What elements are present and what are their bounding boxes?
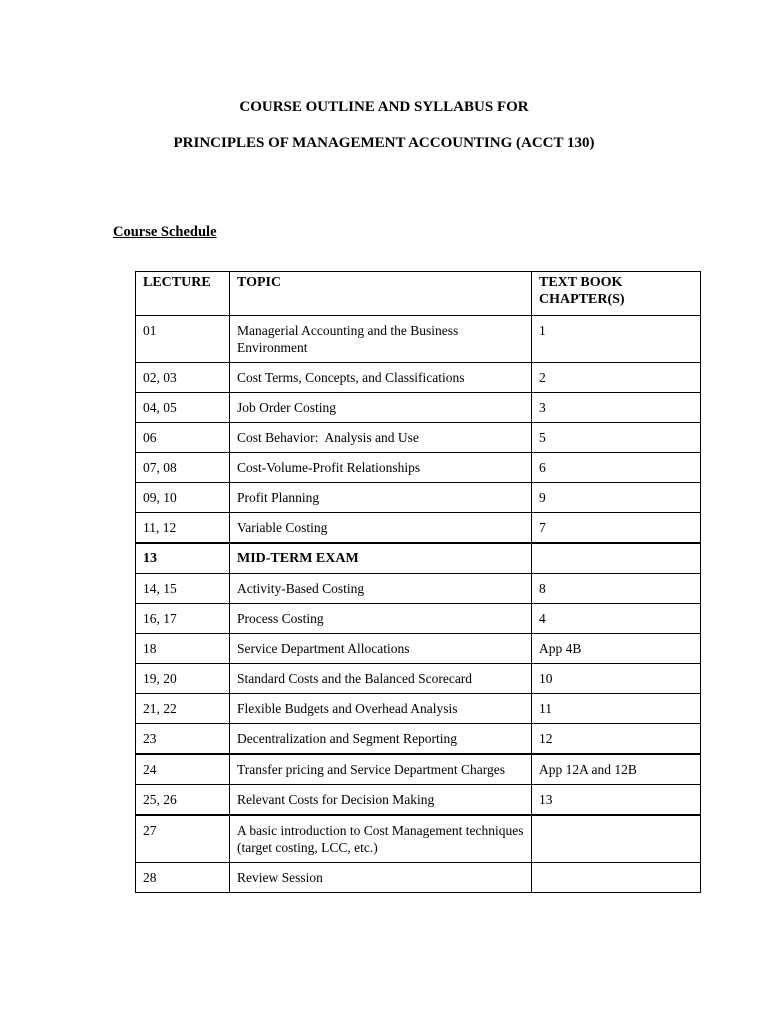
- cell-topic: Cost Behavior: Analysis and Use: [230, 423, 532, 453]
- cell-chapter: 13: [532, 785, 701, 816]
- cell-topic: Review Session: [230, 863, 532, 893]
- cell-topic: Flexible Budgets and Overhead Analysis: [230, 694, 532, 724]
- table-row: [136, 574, 701, 604]
- header-chapter: TEXT BOOK CHAPTER(S): [532, 272, 701, 316]
- cell-lecture: 24: [136, 754, 230, 785]
- table-row: [136, 513, 701, 544]
- cell-topic: Job Order Costing: [230, 393, 532, 423]
- cell-chapter: [532, 815, 701, 863]
- cell-topic: Cost Terms, Concepts, and Classifications: [230, 363, 532, 393]
- cell-lecture: 23: [136, 724, 230, 755]
- cell-lecture: 09, 10: [136, 483, 230, 513]
- table-row: [136, 694, 701, 724]
- header-topic: TOPIC: [230, 272, 532, 316]
- cell-topic: Managerial Accounting and the Business Environment: [230, 316, 532, 363]
- cell-chapter: 1: [532, 316, 701, 363]
- table-row-midterm: [136, 543, 701, 574]
- table-row: [136, 863, 701, 893]
- cell-chapter: 8: [532, 574, 701, 604]
- cell-topic: Cost-Volume-Profit Relationships: [230, 453, 532, 483]
- cell-lecture: 14, 15: [136, 574, 230, 604]
- table-row: [136, 664, 701, 694]
- cell-topic: Variable Costing: [230, 513, 532, 544]
- table-row: [136, 724, 701, 755]
- table-row: [136, 604, 701, 634]
- cell-topic: MID-TERM EXAM: [230, 543, 532, 574]
- section-heading-course-schedule: Course Schedule: [113, 224, 217, 240]
- cell-topic: Process Costing: [230, 604, 532, 634]
- table-row: [136, 785, 701, 816]
- cell-lecture: 06: [136, 423, 230, 453]
- course-schedule-table: [135, 271, 701, 893]
- cell-lecture: 02, 03: [136, 363, 230, 393]
- cell-chapter: 10: [532, 664, 701, 694]
- document-title-line-2: PRINCIPLES OF MANAGEMENT ACCOUNTING (ACCT 130): [173, 135, 595, 151]
- cell-chapter: 4: [532, 604, 701, 634]
- document-title-line-1: COURSE OUTLINE AND SYLLABUS FOR: [239, 99, 529, 115]
- cell-lecture: 01: [136, 316, 230, 363]
- cell-topic: Profit Planning: [230, 483, 532, 513]
- cell-lecture: 07, 08: [136, 453, 230, 483]
- cell-lecture: 19, 20: [136, 664, 230, 694]
- cell-topic: Service Department Allocations: [230, 634, 532, 664]
- cell-chapter: 12: [532, 724, 701, 755]
- cell-chapter: 2: [532, 363, 701, 393]
- cell-lecture: 04, 05: [136, 393, 230, 423]
- cell-topic: Activity-Based Costing: [230, 574, 532, 604]
- table-row: [136, 453, 701, 483]
- table-row: [136, 316, 701, 363]
- cell-lecture: 21, 22: [136, 694, 230, 724]
- cell-chapter: 7: [532, 513, 701, 544]
- table-row: [136, 634, 701, 664]
- cell-chapter: 3: [532, 393, 701, 423]
- cell-chapter: 11: [532, 694, 701, 724]
- table-header-row: [136, 272, 701, 316]
- header-lecture: LECTURE: [136, 272, 230, 316]
- table-row: [136, 363, 701, 393]
- cell-topic: A basic introduction to Cost Management techniques (target costing, LCC, etc.): [230, 815, 532, 863]
- cell-topic: Transfer pricing and Service Department Charges: [230, 754, 532, 785]
- table-row: [136, 815, 701, 863]
- cell-lecture: 27: [136, 815, 230, 863]
- cell-lecture: 11, 12: [136, 513, 230, 544]
- table-row: [136, 423, 701, 453]
- cell-topic: Standard Costs and the Balanced Scorecard: [230, 664, 532, 694]
- cell-chapter: [532, 543, 701, 574]
- table-row: [136, 754, 701, 785]
- cell-lecture: 13: [136, 543, 230, 574]
- cell-lecture: 28: [136, 863, 230, 893]
- cell-chapter: 9: [532, 483, 701, 513]
- cell-topic: Decentralization and Segment Reporting: [230, 724, 532, 755]
- cell-chapter: 5: [532, 423, 701, 453]
- table-row: [136, 393, 701, 423]
- cell-topic: Relevant Costs for Decision Making: [230, 785, 532, 816]
- cell-lecture: 18: [136, 634, 230, 664]
- table-row: [136, 483, 701, 513]
- cell-chapter: [532, 863, 701, 893]
- cell-chapter: App 12A and 12B: [532, 754, 701, 785]
- cell-lecture: 25, 26: [136, 785, 230, 816]
- cell-chapter: App 4B: [532, 634, 701, 664]
- cell-chapter: 6: [532, 453, 701, 483]
- cell-lecture: 16, 17: [136, 604, 230, 634]
